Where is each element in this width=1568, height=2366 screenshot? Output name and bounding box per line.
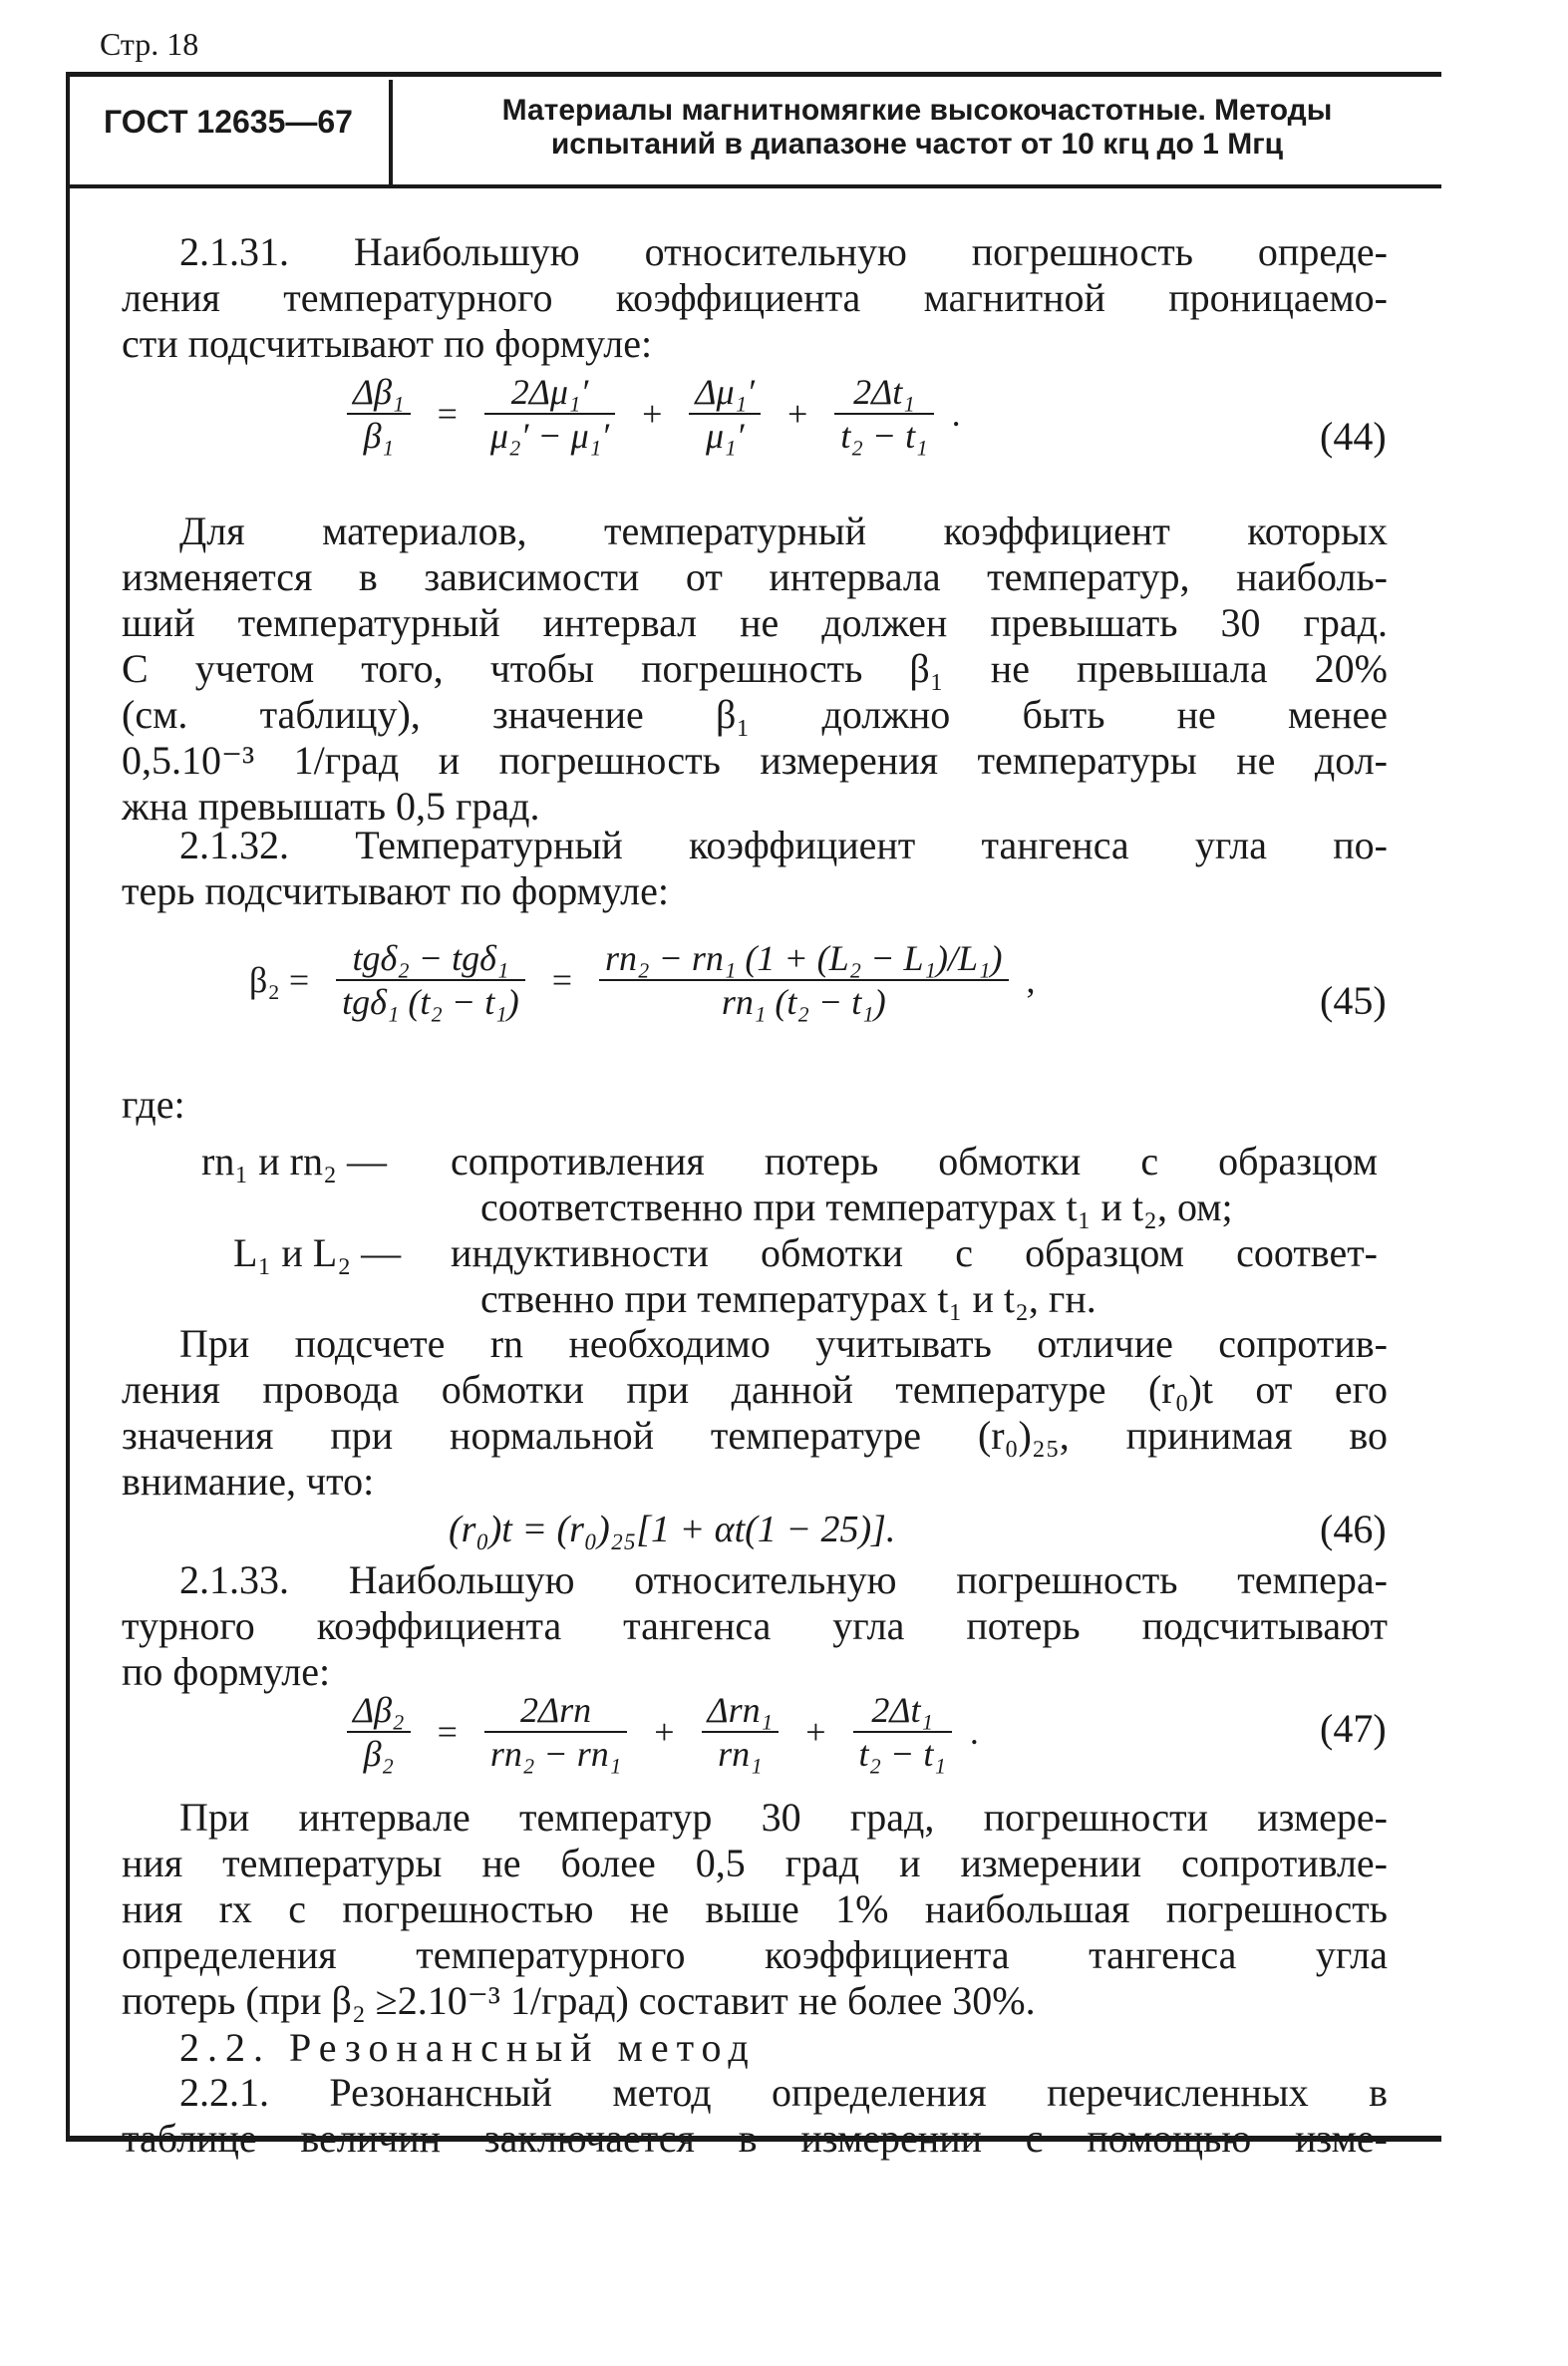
- fraction: $\frac{\text{2Δrn}}{\text{rn₂ − rn₁}}$: [484, 1689, 627, 1775]
- text-line: значения при нормальной температуре (r₀)₂₅, принимая во: [122, 1413, 1388, 1458]
- fraction: $\frac{\text{Δβ₁}}{\text{β₁}}$: [347, 371, 411, 457]
- paragraph-materials: [122, 508, 1388, 830]
- text-line: 2.2.1. Резонансный метод определения перечисленных в: [179, 2070, 1388, 2115]
- text-line: (см. таблицу), значение β₁ должно быть не менее: [122, 692, 1388, 737]
- fraction: $\frac{\text{tgδ₂ − tgδ₁}}{\text{tgδ₁ (t₂ − t₁)}}$: [336, 937, 525, 1023]
- text-line: ния температуры не более 0,5 град и измерении сопротивле-: [122, 1841, 1388, 1885]
- formula-45: β₂ = $\frac{\text{tgδ₂ − tgδ₁}}{\text{tgδ₁ (t₂ − t₁)}}$ = $\frac{\text{rn₂ − rn₁ (1 + (L₂ − L₁)/L₁)}}{\text{rn₁ (t₂ − t₁)}}$ ,: [249, 938, 1036, 1022]
- fraction: $\frac{\text{2Δt₁}}{\text{t₂ − t₁}}$: [853, 1689, 952, 1775]
- definition-text: сопротивления потерь обмотки с образцом соответственно при температурах t₁ и t₂, ом;: [451, 1139, 1378, 1229]
- paragraph-2-1-33: [122, 1557, 1388, 1695]
- paragraph-2-2-1: [122, 2070, 1388, 2162]
- definition-text: индуктивности обмотки с образцом соответ- ственно при температурах t₁ и t₂, гн.: [451, 1230, 1378, 1321]
- fraction: $\frac{\text{2Δt₁}}{\text{t₂ − t₁}}$: [834, 371, 933, 457]
- text-line: 0,5.10⁻³ 1/град и погрешность измерения температуры не дол-: [122, 738, 1388, 783]
- text-line: ший температурный интервал не должен превышать 30 град.: [122, 600, 1388, 645]
- where-label: где:: [122, 1082, 185, 1127]
- text-line: внимание, что:: [122, 1459, 375, 1504]
- text-line: 2.1.31. Наибольшую относительную погрешность опреде-: [179, 229, 1388, 274]
- formula-47: $\frac{\text{Δβ₂}}{\text{β₂}}$ = $\frac{\text{2Δrn}}{\text{rn₂ − rn₁}}$ + $\frac{\text{Δrn₁}}{\text{rn₁}}$ + $\frac{\text{2Δt₁}}{\text{t₂ − t₁}}$ .: [339, 1689, 989, 1775]
- text-line: турного коэффициента тангенса угла потерь подсчитывают: [122, 1603, 1388, 1648]
- text-line: сти подсчитывают по формуле:: [122, 321, 653, 366]
- fraction: $\frac{\text{2Δμ₁′}}{\text{μ₂′ − μ₁′}}$: [484, 371, 615, 457]
- definition-term: L₁ и L₂ —: [233, 1230, 402, 1275]
- formula-number-44: (44): [1320, 414, 1387, 459]
- title-line-1: Материалы магнитномягкие высокочастотные. Методы: [501, 94, 1333, 127]
- text-line: терь подсчитывают по формуле:: [122, 868, 669, 913]
- title-line-2: испытаний в диапазоне частот от 10 кгц до 1 Мгц: [550, 128, 1284, 161]
- text-line: Для материалов, температурный коэффициент которых: [179, 508, 1388, 553]
- formula-number-47: (47): [1320, 1706, 1387, 1751]
- text-line: изменяется в зависимости от интервала температур, наиболь-: [122, 554, 1388, 599]
- text-line: 2.1.32. Температурный коэффициент тангенса угла по-: [179, 823, 1388, 867]
- definition-term: rn₁ и rn₂ —: [201, 1139, 387, 1183]
- standard-code: ГОСТ 12635—67: [104, 104, 353, 140]
- paragraph-2-1-31: [122, 229, 1388, 367]
- fraction: $\frac{\text{Δβ₂}}{\text{β₂}}$: [347, 1689, 411, 1775]
- document-title: [399, 94, 1435, 162]
- formula-number-45: (45): [1320, 978, 1387, 1023]
- section-heading-2-2: 2.2. Резонансный метод: [179, 2025, 757, 2070]
- header-top-rule: [66, 72, 1441, 77]
- formula-number-46: (46): [1320, 1507, 1387, 1551]
- page-number: Стр. 18: [100, 26, 199, 62]
- page-bottom-rule: [66, 2136, 1441, 2142]
- paragraph-2-1-32: [122, 823, 1388, 914]
- text-line: таблице величин заключается в измерении с помощью изме-: [122, 2116, 1388, 2161]
- formula-44: $\frac{\text{Δβ₁}}{\text{β₁}}$ = $\frac{\text{2Δμ₁′}}{\text{μ₂′ − μ₁′}}$ + $\frac{\text{Δμ₁′}}{\text{μ₁′}}$ + $\frac{\text{2Δt₁}}{\text{t₂ − t₁}}$ .: [339, 371, 971, 457]
- fraction: $\frac{\text{rn₂ − rn₁ (1 + (L₂ − L₁)/L₁)}}{\text{rn₁ (t₂ − t₁)}}$: [599, 937, 1009, 1023]
- text-line: При подсчете rn необходимо учитывать отличие сопротив-: [179, 1321, 1388, 1366]
- text-line: жна превышать 0,5 град.: [122, 784, 540, 829]
- text-line: При интервале температур 30 град, погрешности измере-: [179, 1795, 1388, 1840]
- fraction: $\frac{\text{Δμ₁′}}{\text{μ₁′}}$: [689, 371, 761, 457]
- text-line: ления температурного коэффициента магнитной проницаемо-: [122, 275, 1388, 320]
- text-line: определения температурного коэффициента тангенса угла: [122, 1932, 1388, 1977]
- paragraph-calculation: [122, 1321, 1388, 1505]
- text-line: потерь (при β₂ ≥2.10⁻³ 1/град) составит не более 30%.: [122, 1978, 1036, 2023]
- paragraph-interval: [122, 1795, 1388, 2024]
- text-line: ния rx с погрешностью не выше 1% наибольшая погрешность: [122, 1886, 1388, 1931]
- text-line: по формуле:: [122, 1649, 331, 1694]
- text-line: 2.1.33. Наибольшую относительную погрешность темпера-: [179, 1557, 1388, 1602]
- fraction: $\frac{\text{Δrn₁}}{\text{rn₁}}$: [702, 1689, 780, 1775]
- formula-46: (r₀)t = (r₀)₂₅[1 + αt(1 − 25)].: [449, 1509, 896, 1550]
- text-line: С учетом того, чтобы погрешность β₁ не превышала 20%: [122, 646, 1388, 691]
- text-line: ления провода обмотки при данной температуре (r₀)t от его: [122, 1367, 1388, 1412]
- header-bottom-rule: [66, 184, 1441, 188]
